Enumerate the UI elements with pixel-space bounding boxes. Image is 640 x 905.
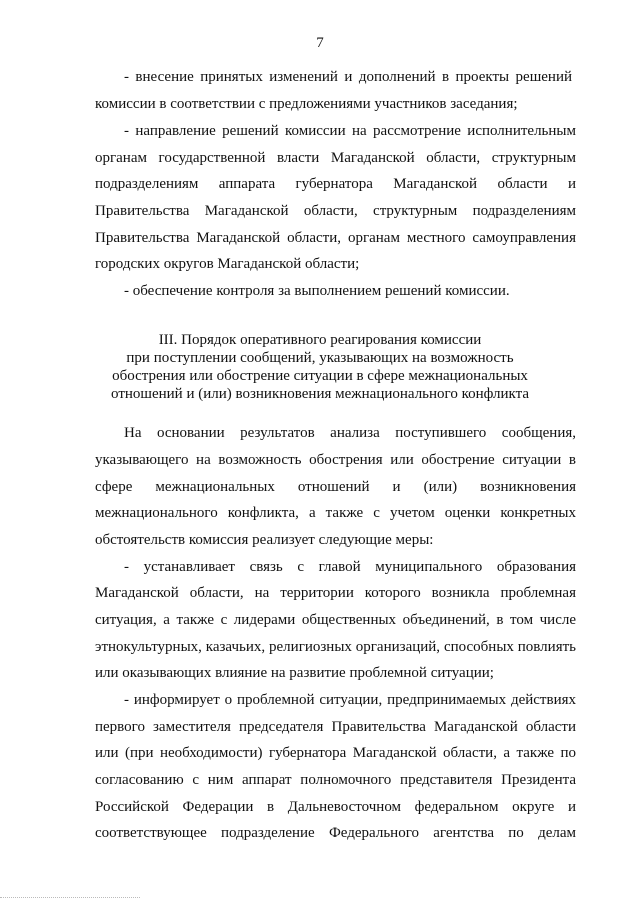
text-line: Магаданской области, на территории которого возникла проблемная bbox=[95, 585, 576, 601]
text-line: подразделениям аппарата губернатора Магаданской области и bbox=[95, 176, 576, 192]
footer-rule bbox=[0, 897, 140, 898]
text-line: На основании результатов анализа поступившего сообщения, bbox=[124, 425, 576, 441]
text-line: сфере межнациональных отношений и (или) возникновения bbox=[95, 479, 576, 495]
text-line: обстоятельств комиссия реализует следующие меры: bbox=[95, 532, 434, 548]
text-line: - обеспечение контроля за выполнением решений комиссии. bbox=[124, 283, 510, 299]
text-line: указывающего на возможность обострения или обострение ситуации в bbox=[95, 452, 576, 468]
text-line: первого заместителя председателя Правительства Магаданской области bbox=[95, 719, 576, 735]
text-line: городских округов Магаданской области; bbox=[95, 256, 360, 272]
text-line: органам государственной власти Магаданской области, структурным bbox=[95, 150, 576, 166]
text-line: комиссии в соответствии с предложениями участников заседания; bbox=[95, 96, 518, 112]
text-line: или оказывающих влияние на развитие проблемной ситуации; bbox=[95, 665, 494, 681]
text-line: Правительства Магаданской области, структурным подразделениям bbox=[95, 203, 576, 219]
text-line: ситуация, а также с лидерами общественных объединений, в том числе bbox=[95, 612, 576, 628]
section-heading-line: при поступлении сообщений, указывающих на возможность bbox=[126, 350, 514, 366]
text-line: - направление решений комиссии на рассмотрение исполнительным bbox=[124, 123, 576, 139]
text-line: соответствующее подразделение Федерального агентства по делам bbox=[95, 825, 576, 841]
section-heading-line: отношений и (или) возникновения межнационального конфликта bbox=[111, 386, 529, 402]
text-line: - информирует о проблемной ситуации, предпринимаемых действиях bbox=[124, 692, 576, 708]
text-line: - внесение принятых изменений и дополнений в проекты решений bbox=[124, 69, 572, 85]
text-line: Российской Федерации в Дальневосточном федеральном округе и bbox=[95, 799, 576, 815]
text-line: Правительства Магаданской области, органам местного самоуправления bbox=[95, 230, 576, 246]
section-heading-line: III. Порядок оперативного реагирования комиссии bbox=[158, 332, 482, 348]
section-heading-line: обострения или обострение ситуации в сфере межнациональных bbox=[112, 368, 528, 384]
text-line: согласованию с ним аппарат полномочного представителя Президента bbox=[95, 772, 576, 788]
text-line: этнокультурных, казачьих, религиозных организаций, способных повлиять bbox=[95, 639, 576, 655]
text-line: или (при необходимости) губернатора Магаданской области, а также по bbox=[95, 745, 576, 761]
text-line: межнационального конфликта, а также с учетом оценки конкретных bbox=[95, 505, 576, 521]
page-number: 7 bbox=[316, 35, 324, 51]
text-line: - устанавливает связь с главой муниципального образования bbox=[124, 559, 576, 575]
